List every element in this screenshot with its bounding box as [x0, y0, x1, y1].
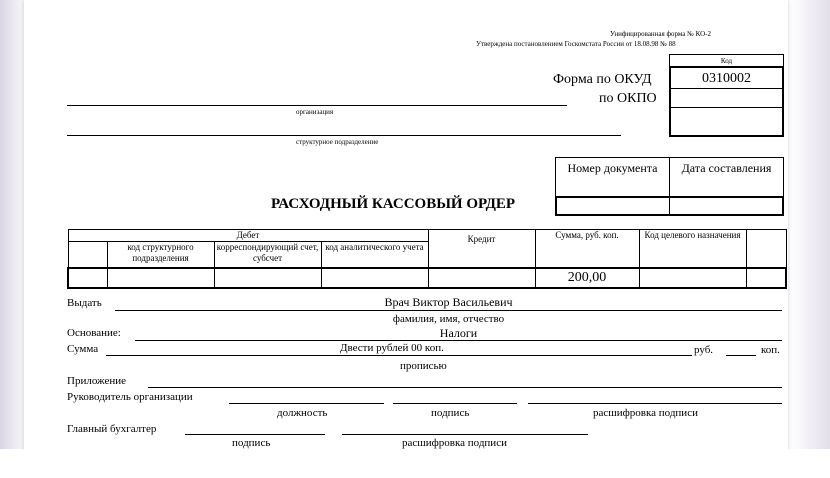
table-cell: [107, 268, 214, 288]
table-cell: [746, 268, 786, 288]
sum-label: Сумма: [67, 343, 99, 355]
bottom-blank-area: [0, 449, 830, 478]
table-cell: [428, 268, 535, 288]
accountant-decode-caption: расшифровка подписи: [402, 437, 507, 449]
unified-form-label: Унифицированная форма № КО-2: [610, 30, 711, 38]
kop-line: [726, 355, 756, 356]
subdivision-code-header: код структурного подразделения: [107, 242, 214, 268]
debit-header: Дебет: [68, 230, 428, 242]
issue-label: Выдать: [67, 297, 102, 309]
accountant-signature-caption: подпись: [232, 437, 271, 449]
table-cell: [68, 268, 107, 288]
empty-code-cell: [669, 107, 784, 137]
document-title: РАСХОДНЫЙ КАССОВЫЙ ОРДЕР: [271, 196, 516, 212]
basis-value: Налоги: [439, 326, 478, 340]
chief-accountant-label: Главный бухгалтер: [67, 423, 157, 435]
issue-line: [115, 310, 782, 311]
table-cell: [321, 268, 428, 288]
code-header: Код: [669, 54, 784, 67]
doc-date-header: Дата составления: [669, 157, 784, 197]
accountant-decode-line: [342, 434, 588, 435]
subdivision-line: [67, 135, 621, 136]
issue-value: Врач Виктор Васильевич: [384, 295, 513, 309]
amount-value: 200,00: [535, 268, 639, 288]
okpo-label: по ОКПО: [599, 91, 657, 106]
accounting-table: [67, 229, 787, 289]
purpose-code-header: Код целевого назначения: [639, 230, 746, 268]
position-line: [229, 403, 384, 404]
analytic-code-header: код аналитического учета: [321, 242, 428, 268]
position-caption: должность: [277, 407, 328, 419]
form-page: [24, 0, 788, 478]
amount-header: Сумма, руб. коп.: [535, 230, 639, 268]
table-cell: [639, 268, 746, 288]
attachment-line: [148, 387, 782, 388]
doc-number-value: [555, 196, 670, 216]
subdivision-caption: структурное подразделение: [296, 138, 379, 146]
blank-subheader: [68, 242, 107, 268]
issue-caption: фамилия, имя, отчество: [392, 313, 505, 325]
rub-label: руб.: [694, 344, 714, 356]
table-cell: [214, 268, 321, 288]
okud-label: Форма по ОКУД: [553, 72, 652, 87]
doc-number-header: Номер документа: [555, 157, 670, 197]
organization-caption: организация: [296, 108, 334, 116]
okpo-code-cell: [669, 88, 784, 108]
decode-line: [528, 403, 782, 404]
approved-by-label: Утверждена постановлением Госкомстата России от 18.08.98 № 88: [476, 40, 676, 48]
sum-caption: прописью: [400, 360, 447, 372]
kop-label: коп.: [761, 344, 780, 356]
sum-line: [106, 355, 692, 356]
sum-value: Двести рублей 00 коп.: [340, 342, 444, 354]
signature-line: [393, 403, 517, 404]
decode-caption: расшифровка подписи: [593, 407, 698, 419]
corr-account-header: корреспондирующий счет, субсчет: [214, 242, 321, 268]
signature-caption: подпись: [431, 407, 470, 419]
organization-line: [67, 105, 567, 106]
credit-header: Кредит: [428, 230, 535, 268]
basis-label: Основание:: [67, 327, 121, 339]
blank-header: [746, 230, 786, 268]
head-label: Руководитель организации: [67, 391, 193, 403]
attachment-label: Приложение: [67, 375, 127, 387]
okud-code-cell: 0310002: [669, 66, 784, 89]
doc-date-value: [669, 196, 784, 216]
accountant-signature-line: [185, 434, 325, 435]
